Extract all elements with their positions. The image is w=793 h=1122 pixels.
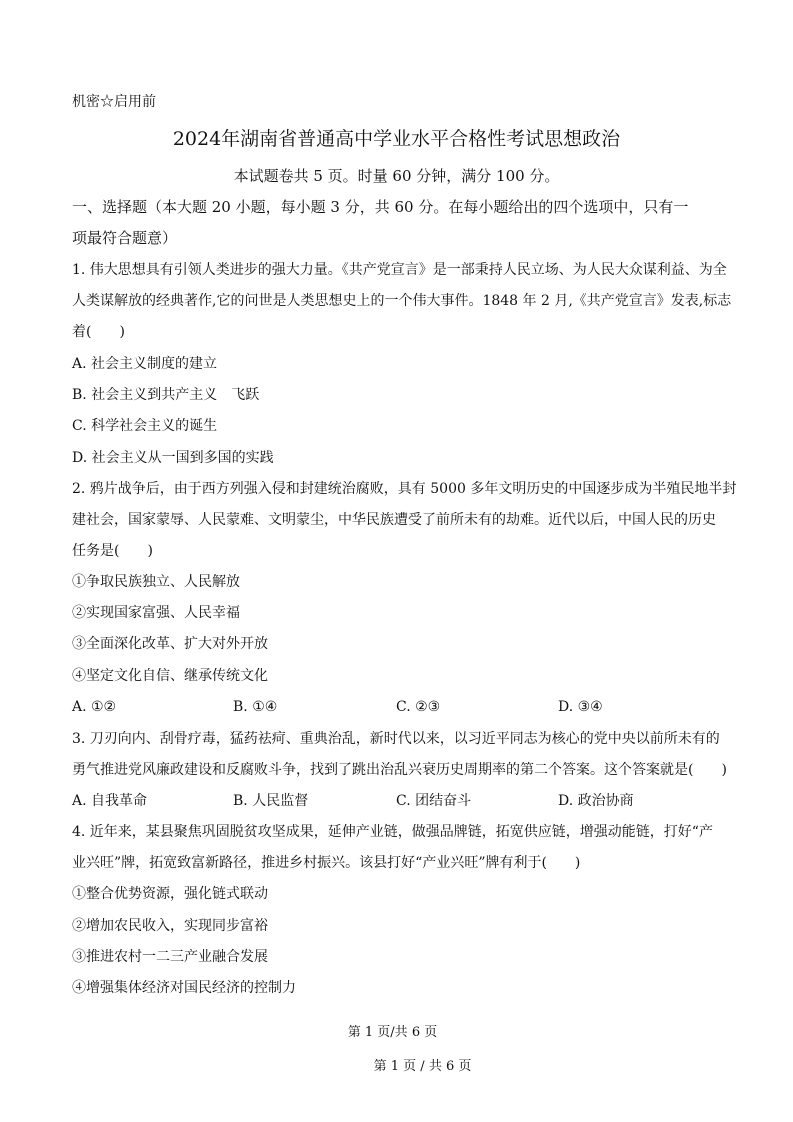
- q3-stem: 3. 刀刃向内、刮骨疗毒，猛药祛疴、重典治乱，新时代以来，以习近平同志为核心的党中央以前所未有的: [72, 731, 720, 747]
- q4-stem: 业兴旺”牌，拓宽致富新路径，推进乡村振兴。该县打好“产业兴旺”牌有利于( ): [72, 855, 581, 871]
- q2-stem: 2. 鸦片战争后，由于西方列强入侵和封建统治腐败，具有 5000 多年文明历史的中国逐步成为半殖民地半封: [72, 481, 737, 497]
- q2-item: ④坚定文化自信、继承传统文化: [72, 668, 268, 684]
- q2-stem: 任务是( ): [72, 543, 153, 559]
- q1-stem: 着( ): [72, 324, 125, 340]
- q4-item: ④增强集体经济对国民经济的控制力: [72, 980, 296, 996]
- q3-option-b[interactable]: B. 人民监督: [233, 793, 309, 809]
- q3-option-a[interactable]: A. 自我革命: [72, 793, 148, 809]
- q1-stem: 1. 伟大思想具有引领人类进步的强大力量。《共产党宣言》是一部秉持人民立场、为人民大众谋利益、为全: [72, 262, 727, 278]
- q1-option-c[interactable]: C. 科学社会主义的诞生: [72, 418, 218, 434]
- section-heading: 一、选择题（本大题 20 小题，每小题 3 分，共 60 分。在每小题给出的四个选项中，只有一: [72, 198, 689, 216]
- q4-item: ③推进农村一二三产业融合发展: [72, 949, 268, 965]
- q2-item: ①争取民族独立、人民解放: [72, 574, 240, 590]
- q2-item: ②实现国家富强、人民幸福: [72, 605, 240, 621]
- q4-item: ②增加农民收入，实现同步富裕: [72, 918, 268, 934]
- q3-option-d[interactable]: D. 政治协商: [558, 793, 634, 809]
- q4-stem: 4. 近年来，某县聚焦巩固脱贫攻坚成果，延伸产业链，做强品牌链，拓宽供应链，增强动能链，打好“产: [72, 824, 713, 840]
- confidential-label: 机密☆启用前: [72, 94, 156, 110]
- q1-option-a[interactable]: A. 社会主义制度的建立: [72, 356, 218, 372]
- q4-item: ①整合优势资源，强化链式联动: [72, 886, 268, 902]
- q3-option-c[interactable]: C. 团结奋斗: [396, 793, 472, 809]
- exam-title: 2024年湖南省普通高中学业水平合格性考试思想政治: [172, 128, 621, 150]
- section-heading-cont: 项最符合题意）: [72, 229, 178, 247]
- page-number-footer: 第 1 页 / 共 6 页: [373, 1059, 472, 1074]
- exam-subtitle: 本试题卷共 5 页。时量 60 分钟，满分 100 分。: [233, 167, 560, 185]
- page-number: 第 1 页/共 6 页: [347, 1025, 438, 1040]
- q2-item: ③全面深化改革、扩大对外开放: [72, 636, 268, 652]
- q2-stem: 建社会，国家蒙辱、人民蒙难、文明蒙尘，中华民族遭受了前所未有的劫难。近代以后，中国人民的历史: [72, 512, 716, 528]
- q3-stem: 勇气推进党风廉政建设和反腐败斗争，找到了跳出治乱兴衰历史周期率的第二个答案。这个答案就是( ): [72, 762, 727, 778]
- q1-option-d[interactable]: D. 社会主义从一国到多国的实践: [72, 450, 274, 466]
- q1-stem: 人类谋解放的经典著作,它的问世是人类思想史上的一个伟大事件。1848 年 2 月,《共产党宣言》发表,标志: [72, 293, 732, 309]
- q2-option-c[interactable]: C. ②③: [396, 699, 441, 715]
- q2-option-d[interactable]: D. ③④: [558, 699, 603, 715]
- q1-option-b[interactable]: B. 社会主义到共产主义 飞跃: [72, 387, 260, 403]
- q2-option-a[interactable]: A. ①②: [72, 699, 117, 715]
- q2-option-b[interactable]: B. ①④: [233, 699, 278, 715]
